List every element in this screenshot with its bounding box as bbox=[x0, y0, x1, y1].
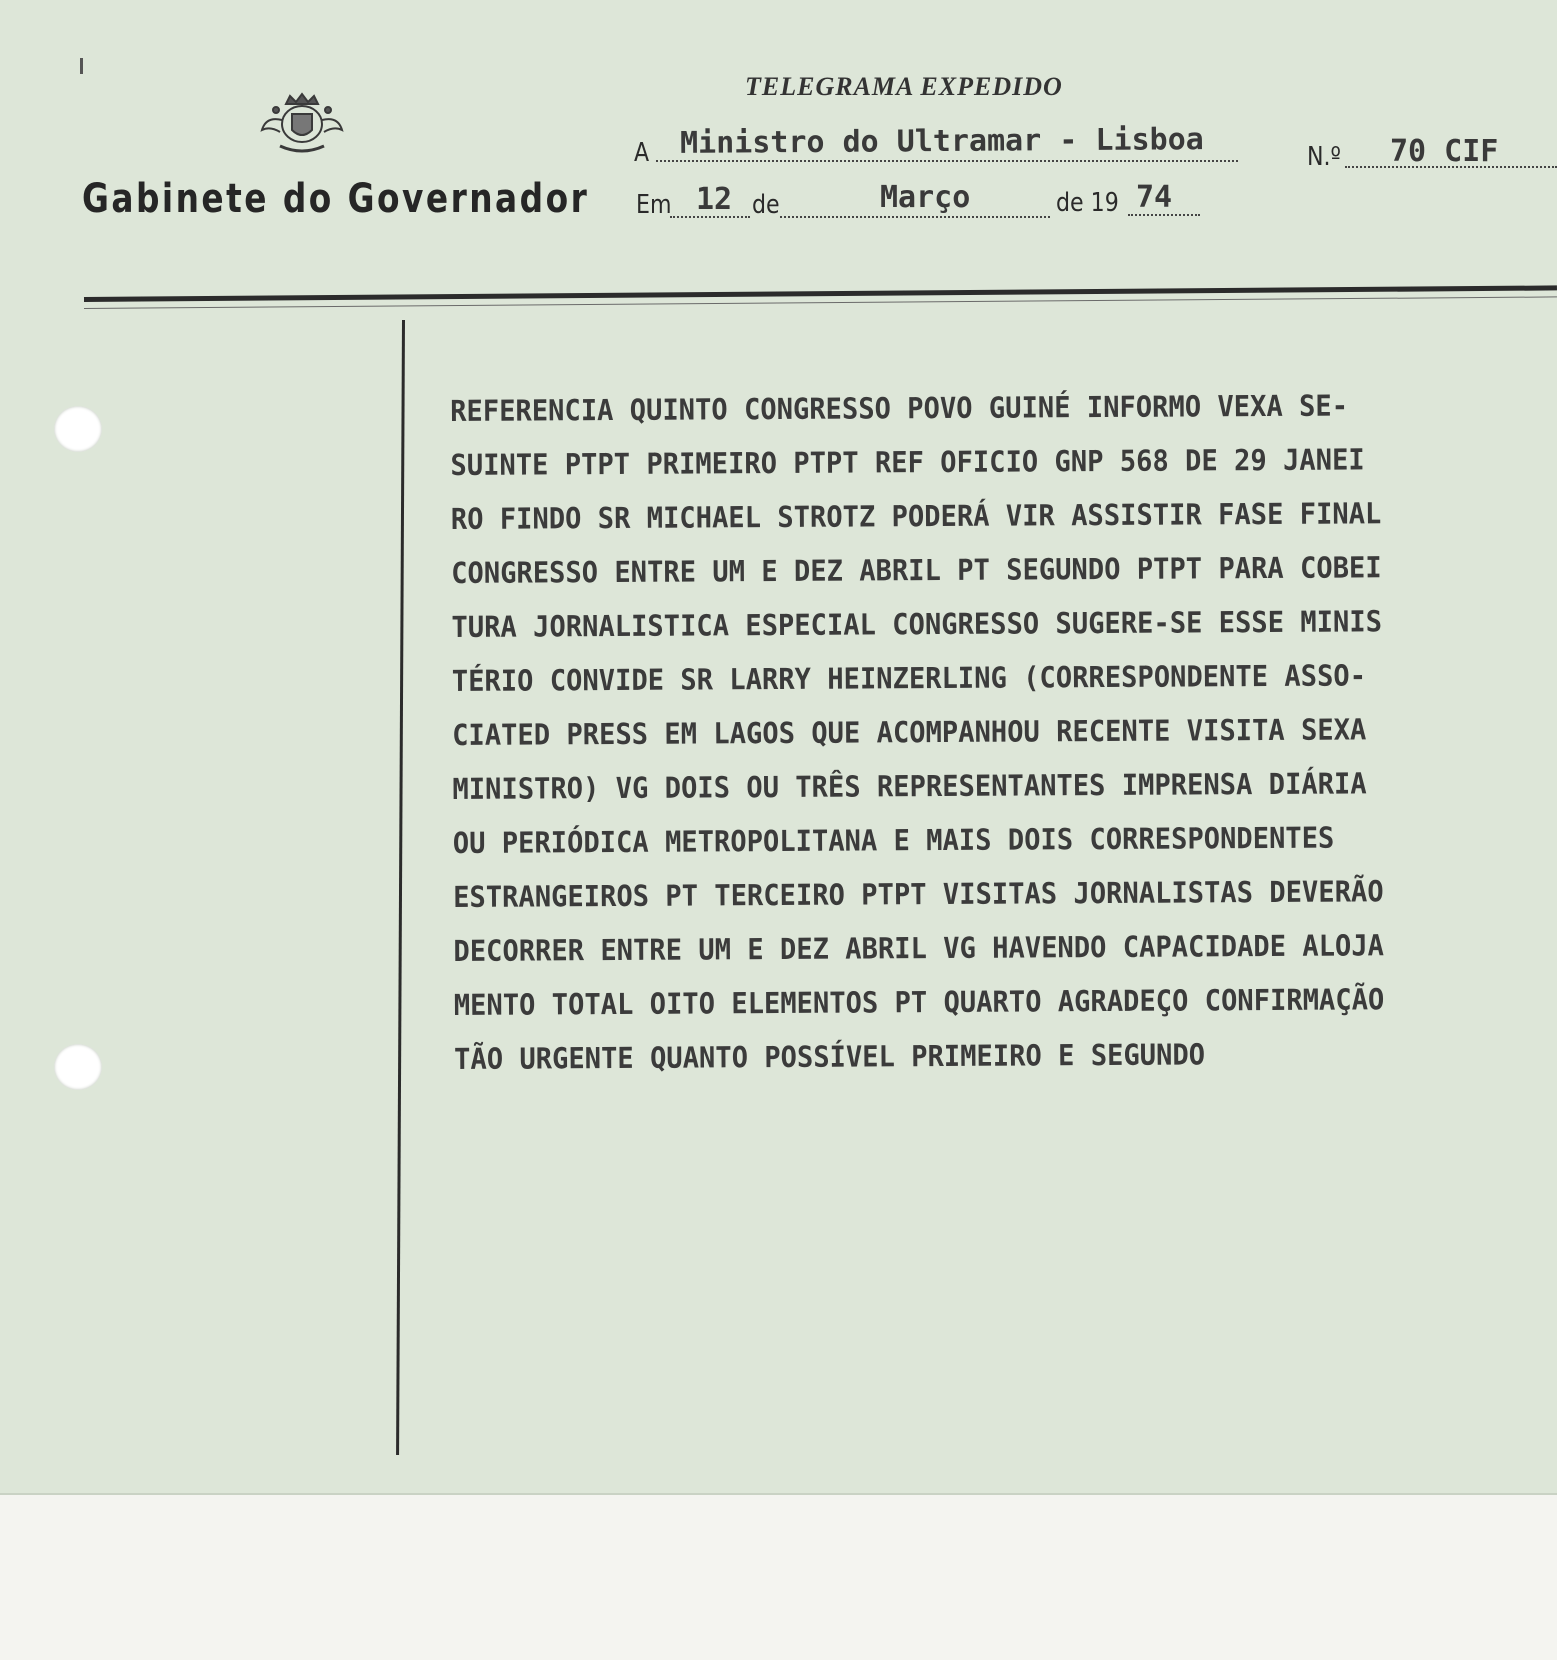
body-line: ESTRANGEIROS PT TERCEIRO PTPT VISITAS JORNALISTAS DEVERÃO bbox=[453, 874, 1384, 914]
telegram-body bbox=[450, 378, 1449, 1086]
year-value: 74 bbox=[1136, 180, 1173, 215]
body-line: RO FINDO SR MICHAEL STROTZ PODERÁ VIR ASSISTIR FASE FINAL bbox=[450, 496, 1382, 536]
body-line: TÃO URGENTE QUANTO POSSÍVEL PRIMEIRO E SEGUNDO bbox=[454, 1037, 1206, 1076]
body-line: MINISTRO) VG DOIS OU TRÊS REPRESENTANTES IMPRENSA DIÁRIA bbox=[452, 766, 1367, 806]
date-label-de2: de 19 bbox=[1056, 188, 1119, 218]
body-line: MENTO TOTAL OITO ELEMENTOS PT QUARTO AGRADEÇO CONFIRMAÇÃO bbox=[453, 982, 1385, 1022]
to-value: Ministro do Ultramar - Lisboa bbox=[679, 122, 1204, 161]
body-line: CONGRESSO ENTRE UM E DEZ ABRIL PT SEGUNDO PTPT PARA COBEI bbox=[451, 550, 1382, 590]
body-line: TURA JORNALISTICA ESPECIAL CONGRESSO SUGERE-SE ESSE MINIS bbox=[451, 604, 1383, 644]
body-line: OU PERIÓDICA METROPOLITANA E MAIS DOIS CORRESPONDENTES bbox=[452, 820, 1335, 860]
coat-of-arms-icon bbox=[256, 90, 348, 162]
office-title: Gabinete do Governador bbox=[82, 176, 590, 222]
body-line: CIATED PRESS EM LAGOS QUE ACOMPANHOU RECENTE VISITA SEXA bbox=[452, 712, 1367, 752]
punch-hole-bottom bbox=[54, 1044, 102, 1090]
document-heading: TELEGRAMA EXPEDIDO bbox=[745, 72, 1063, 101]
number-value: 70 CIF bbox=[1390, 134, 1499, 169]
body-line: SUINTE PTPT PRIMEIRO PTPT REF OFICIO GNP 568 DE 29 JANEI bbox=[450, 442, 1365, 482]
number-label: N.º bbox=[1307, 142, 1341, 172]
margin-rule bbox=[396, 320, 405, 1455]
date-label-de1: de bbox=[752, 190, 780, 220]
to-label: A bbox=[634, 138, 650, 168]
day-value: 12 bbox=[696, 182, 733, 217]
body-line: REFERENCIA QUINTO CONGRESSO POVO GUINÉ INFORMO VEXA SE- bbox=[450, 388, 1349, 428]
month-value: Março bbox=[880, 180, 971, 215]
ink-mark bbox=[80, 58, 83, 74]
body-line: DECORRER ENTRE UM E DEZ ABRIL VG HAVENDO CAPACIDADE ALOJA bbox=[453, 928, 1385, 968]
punch-hole-top bbox=[54, 406, 102, 452]
body-line: TÉRIO CONVIDE SR LARRY HEINZERLING (CORRESPONDENTE ASSO- bbox=[451, 658, 1367, 698]
date-label-em: Em bbox=[636, 190, 672, 220]
header-rule bbox=[84, 285, 1557, 302]
